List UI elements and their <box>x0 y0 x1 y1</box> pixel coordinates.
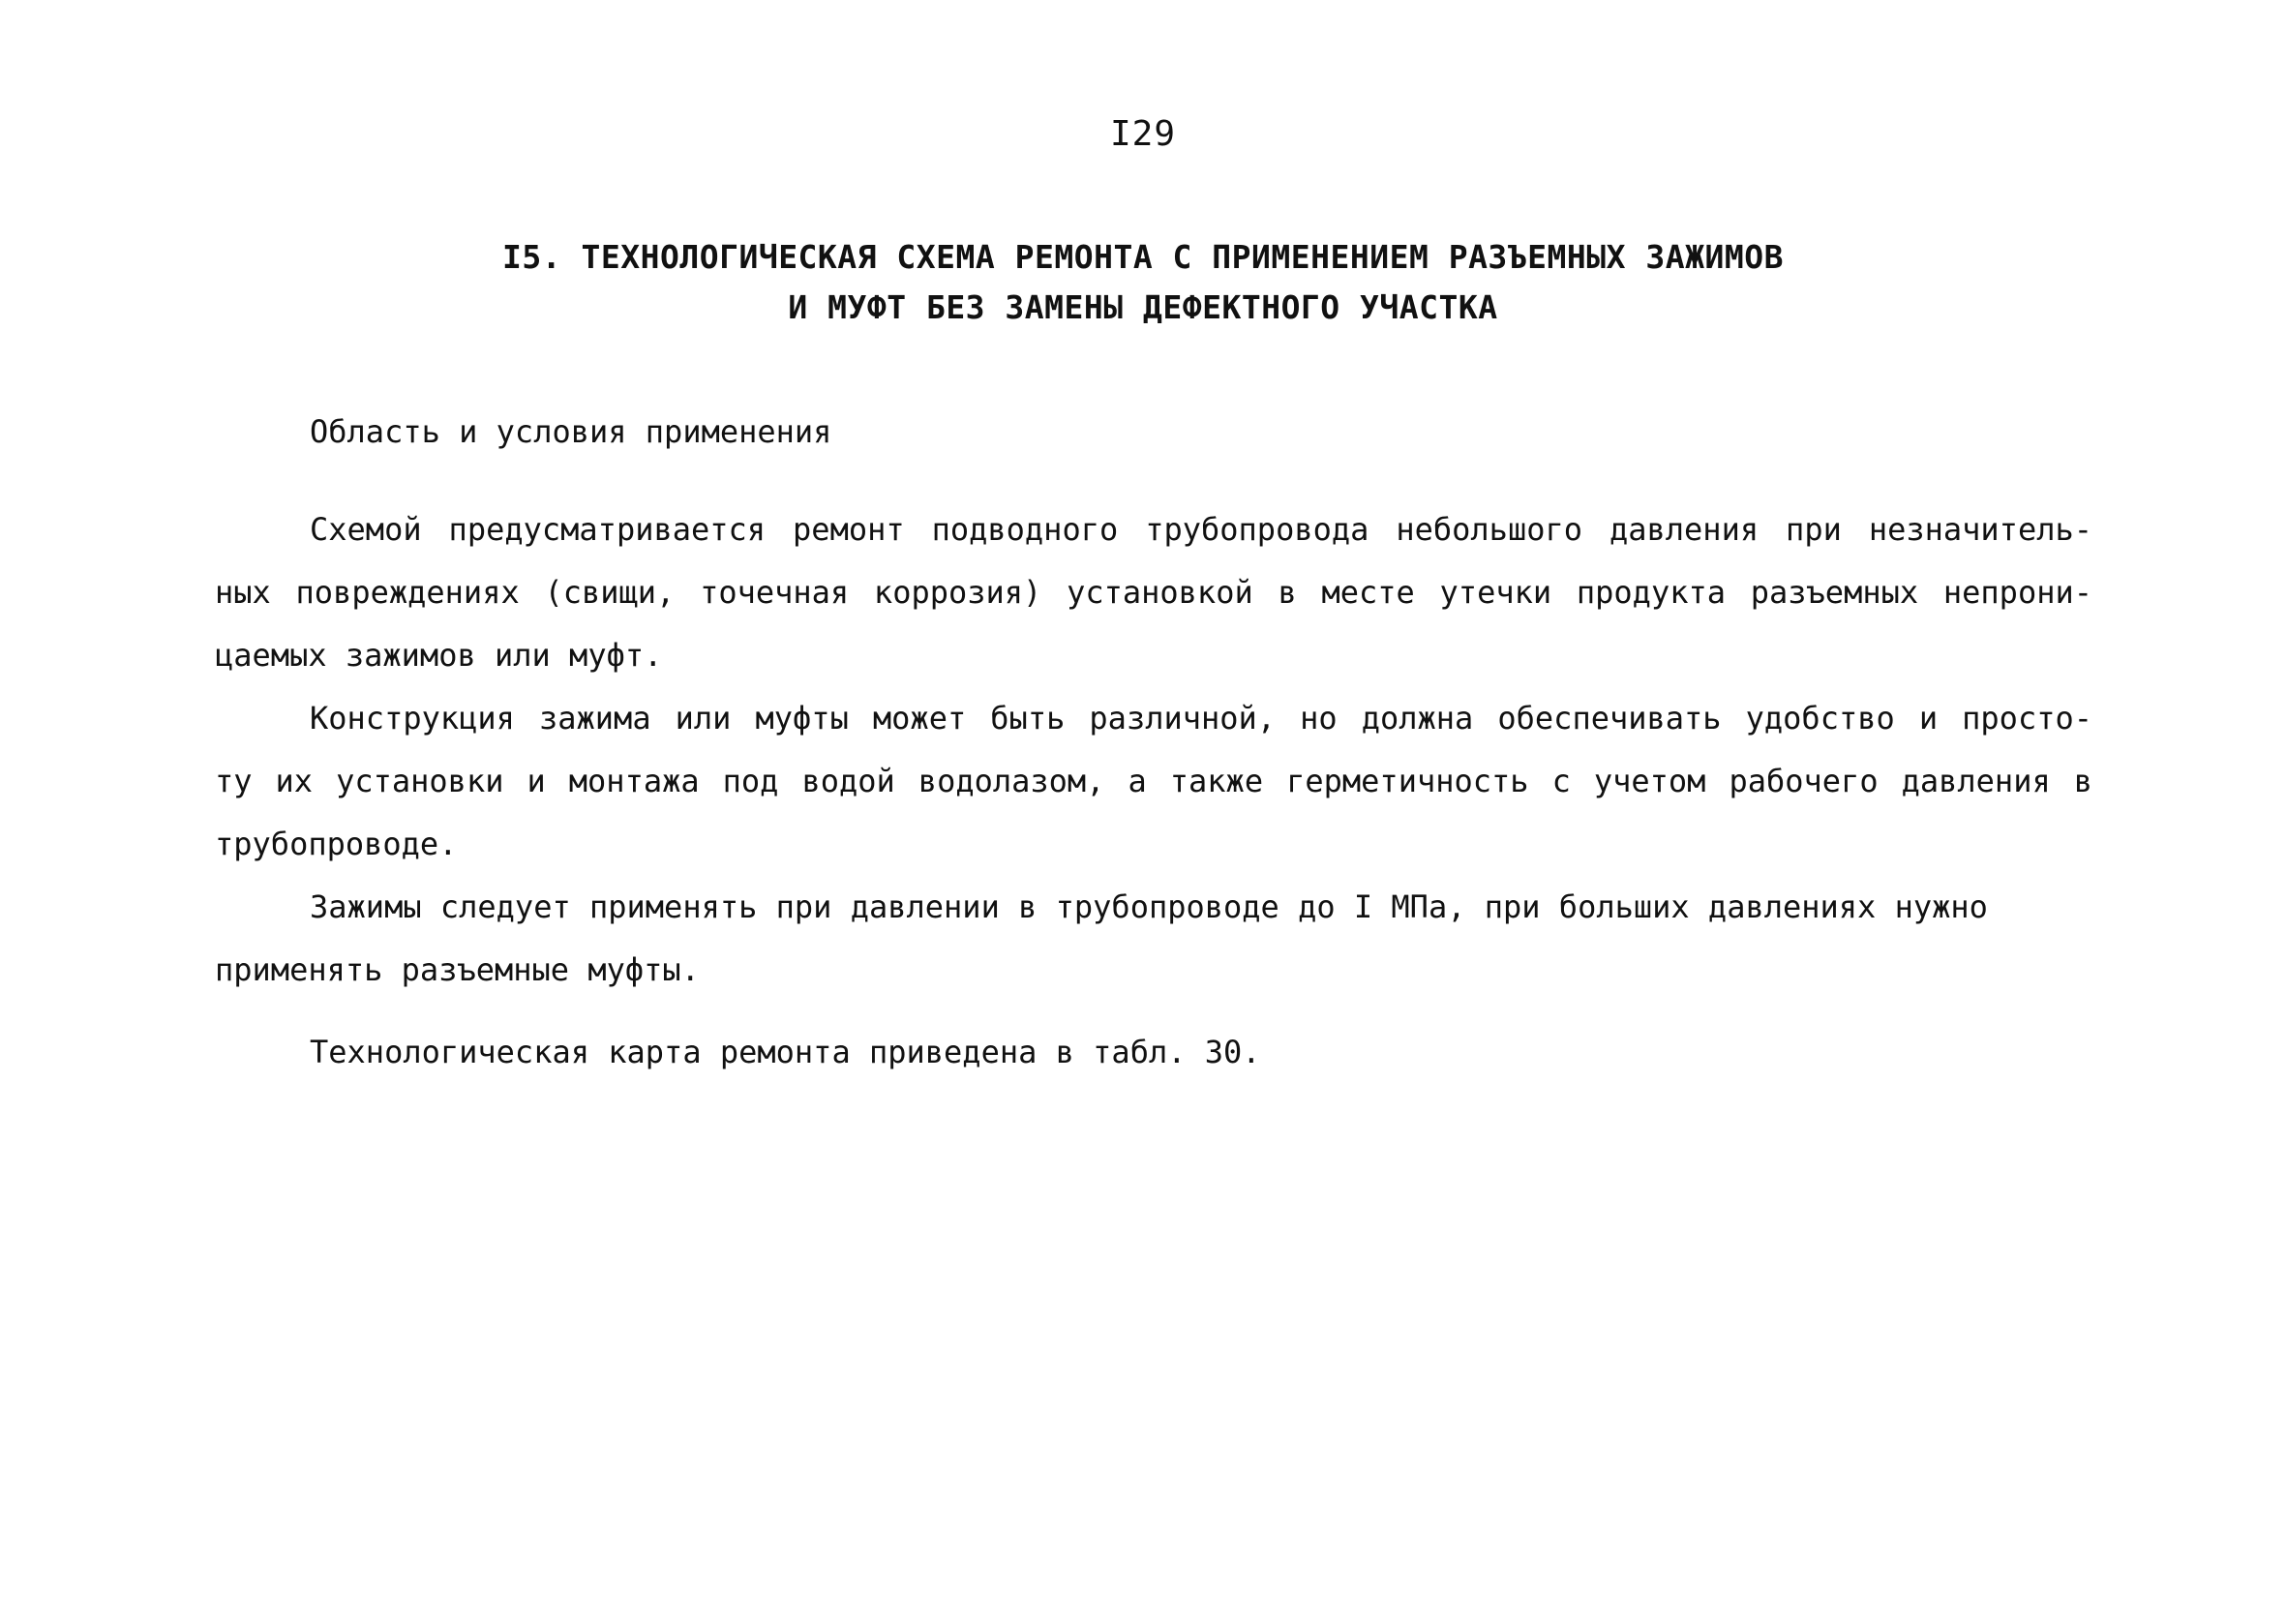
section-title-line-1: I5. ТЕХНОЛОГИЧЕСКАЯ СХЕМА РЕМОНТА С ПРИМЕНЕНИЕМ РАЗЪЕМНЫХ ЗАЖИМОВ <box>502 238 1784 276</box>
paragraph-line: Схемой предусматривается ремонт подводного трубопровода небольшого давления при незначитель- <box>310 511 2092 548</box>
paragraph-line: трубопроводе. <box>215 826 458 862</box>
paragraph-line: ту их установки и монтажа под водой водолазом, а также герметичность с учетом рабочего давления в <box>215 763 2092 799</box>
paragraph-line: применять разъемные муфты. <box>215 951 700 988</box>
paragraph-pressure <box>215 876 2092 1002</box>
paragraph-line: Зажимы следует применять при давлении в трубопроводе до I МПа, при больших давлениях нужно <box>310 888 1988 925</box>
page-number: I29 <box>1109 114 1177 154</box>
closing-line: Технологическая карта ремонта приведена в табл. 30. <box>310 1034 1261 1070</box>
section-title <box>0 232 2286 333</box>
paragraph-line: ных повреждениях (свищи, точечная коррозия) установкой в месте утечки продукта разъемных непрони- <box>215 574 2092 611</box>
section-title-line-2: И МУФТ БЕЗ ЗАМЕНЫ ДЕФЕКТНОГО УЧАСТКА <box>788 288 1498 326</box>
paragraph-line: цаемых зажимов или муфт. <box>215 637 663 674</box>
paragraph-design <box>215 687 2092 876</box>
paragraph-scope <box>215 498 2092 687</box>
subheading: Область и условия применения <box>310 413 832 450</box>
paragraph-line: Конструкция зажима или муфты может быть различной, но должна обеспечивать удобство и просто- <box>310 700 2092 737</box>
